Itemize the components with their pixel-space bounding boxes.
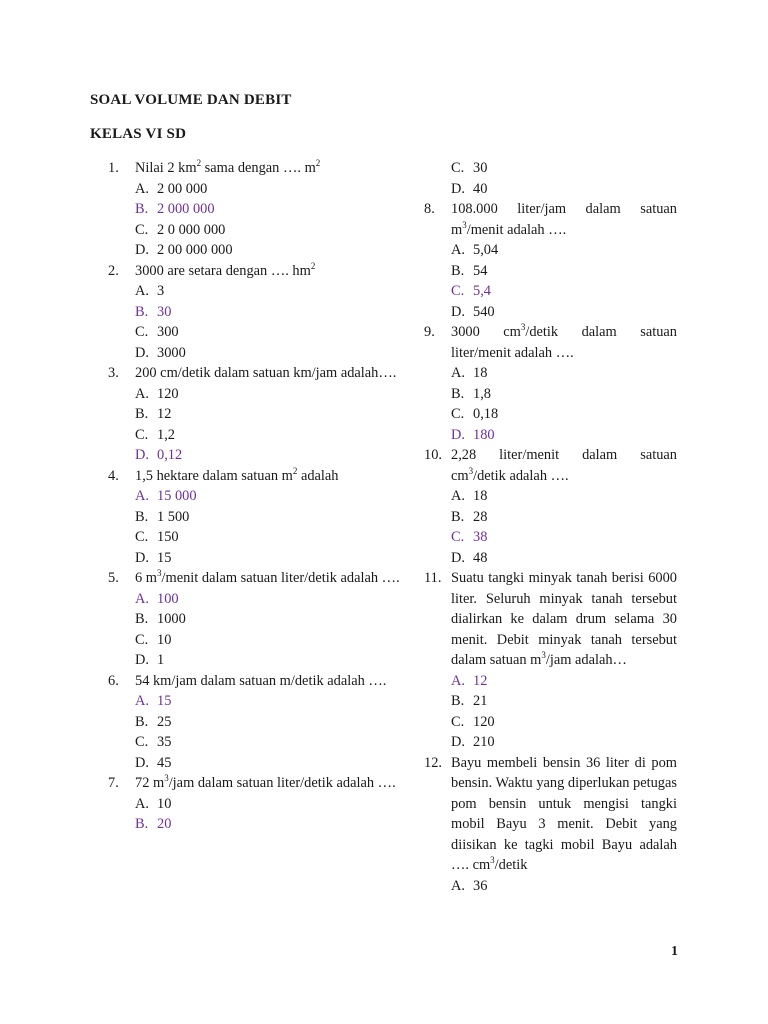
question-item	[108, 466, 408, 487]
option-value: 300	[157, 324, 179, 340]
option-value: 54	[473, 262, 488, 279]
option-letter: D.	[451, 426, 465, 443]
option-letter: D.	[451, 734, 465, 750]
question-number: 4.	[108, 467, 119, 484]
option-letter: A.	[135, 488, 149, 504]
question-text-sup: 3	[468, 465, 474, 476]
left-column	[108, 158, 408, 835]
option-letter: D.	[451, 180, 465, 197]
option-letter: A.	[135, 693, 149, 709]
question-text-pre: 3000 cm	[451, 324, 521, 340]
question-text-sup: 2	[292, 465, 298, 476]
option-letter: B.	[451, 508, 465, 525]
option-value: 40	[473, 180, 488, 197]
option-letter: A.	[135, 180, 149, 197]
option-value: 15 000	[157, 488, 197, 504]
answer-option	[424, 158, 677, 179]
answer-option-correct	[108, 691, 408, 712]
option-letter: D.	[135, 242, 149, 258]
option-letter: B.	[135, 611, 149, 627]
option-value: 25	[157, 713, 172, 730]
option-value: 48	[473, 549, 488, 566]
question-item	[108, 261, 408, 282]
option-letter: C.	[451, 406, 465, 422]
option-letter: C.	[135, 529, 149, 545]
option-letter: D.	[135, 754, 149, 771]
document-title: SOAL VOLUME DAN DEBIT	[90, 92, 292, 108]
question-text	[135, 773, 408, 794]
question-item	[424, 753, 677, 876]
question-text-post: /menit adalah ….	[466, 221, 567, 238]
question-text	[135, 466, 408, 487]
question-number: 10.	[424, 447, 442, 463]
question-text	[451, 753, 677, 876]
option-value: 100	[157, 590, 179, 607]
option-letter: B.	[135, 508, 149, 525]
question-text-pre: Nilai 2 km	[135, 160, 197, 176]
option-value: 21	[473, 693, 488, 709]
answer-option	[424, 363, 677, 384]
option-letter: C.	[451, 713, 465, 730]
question-text-post: /detik	[494, 857, 528, 873]
question-item	[108, 568, 408, 589]
answer-option	[108, 404, 408, 425]
answer-option	[108, 712, 408, 733]
answer-option	[424, 261, 677, 282]
option-letter: C.	[135, 221, 149, 238]
option-value: 0,18	[473, 406, 499, 422]
option-value: 0,12	[157, 447, 183, 463]
answer-option	[424, 179, 677, 200]
option-value: 2 00 000 000	[157, 242, 233, 258]
option-letter: A.	[135, 795, 149, 812]
answer-option	[108, 281, 408, 302]
question-text-sup2: 2	[315, 158, 321, 168]
question-item	[108, 671, 408, 692]
question-text-pre: 72 m	[135, 775, 165, 791]
question-text-pre: Suatu tangki minyak tanah berisi 6000 liter. Seluruh minyak tanah tersebut dialirkan ke dalam drum selama 30 menit. Debit minyak tanah tersebut dalam satuan m	[451, 570, 677, 668]
question-text-post: /detik dalam satuan liter/menit adalah ….	[451, 324, 677, 361]
answer-option-correct	[108, 199, 408, 220]
option-value: 20	[157, 816, 172, 832]
option-value: 15	[157, 549, 172, 566]
answer-option	[424, 732, 677, 753]
answer-option	[108, 753, 408, 774]
question-number: 8.	[424, 201, 435, 217]
option-value: 45	[157, 754, 172, 771]
option-letter: D.	[135, 652, 149, 668]
answer-option-correct	[108, 302, 408, 323]
option-value: 12	[157, 406, 172, 422]
question-text-post: /jam dalam satuan liter/detik adalah ….	[168, 775, 396, 791]
question-text	[135, 363, 408, 384]
answer-option	[424, 876, 677, 897]
option-letter: A.	[451, 488, 465, 504]
option-letter: A.	[451, 672, 465, 689]
question-text-pre: 54 km/jam dalam satuan m/detik adalah ….	[135, 672, 387, 689]
question-number: 11.	[424, 570, 442, 586]
answer-option-correct	[424, 527, 677, 548]
question-number: 1.	[108, 160, 119, 176]
question-text-sup: 2	[196, 158, 202, 168]
answer-option-correct	[424, 281, 677, 302]
question-number: 2.	[108, 262, 119, 279]
option-letter: B.	[451, 693, 465, 709]
option-value: 1	[157, 652, 165, 668]
option-value: 1,2	[157, 426, 175, 443]
option-letter: A.	[451, 877, 465, 894]
answer-option	[424, 384, 677, 405]
question-text-pre: 1,5 hektare dalam satuan m	[135, 467, 293, 484]
question-text	[135, 671, 408, 692]
answer-option	[108, 548, 408, 569]
question-item	[424, 568, 677, 671]
question-text	[451, 568, 677, 671]
answer-option	[108, 732, 408, 753]
option-letter: D.	[451, 549, 465, 566]
option-letter: D.	[135, 549, 149, 566]
question-text	[451, 445, 677, 486]
option-value: 2 00 000	[157, 180, 208, 197]
option-value: 210	[473, 734, 495, 750]
question-text-sup: 3	[490, 855, 495, 865]
option-value: 1,8	[473, 385, 491, 402]
answer-option	[108, 322, 408, 343]
option-value: 28	[473, 508, 488, 525]
answer-option	[424, 507, 677, 528]
option-value: 35	[157, 734, 172, 750]
question-text	[135, 158, 408, 179]
answer-option	[108, 630, 408, 651]
answer-option	[108, 527, 408, 548]
question-text-sup: 3	[157, 568, 162, 578]
option-value: 5,4	[473, 283, 491, 299]
option-value: 38	[473, 529, 488, 545]
option-letter: C.	[451, 283, 465, 299]
question-text-post: /detik adalah ….	[473, 467, 569, 484]
option-letter: C.	[135, 631, 149, 648]
option-value: 12	[473, 672, 488, 689]
option-value: 18	[473, 488, 488, 504]
question-text-pre: 6 m	[135, 570, 157, 586]
right-column	[424, 158, 677, 896]
option-letter: C.	[135, 324, 149, 340]
option-value: 2 000 000	[157, 201, 215, 217]
answer-option	[108, 650, 408, 671]
question-text-pre: 2,28 liter/menit dalam satuan cm	[451, 447, 677, 484]
option-letter: A.	[135, 385, 149, 402]
question-number: 5.	[108, 570, 119, 586]
question-number: 12.	[424, 754, 442, 771]
answer-option	[108, 609, 408, 630]
option-letter: A.	[135, 283, 149, 299]
question-text-post: sama dengan …. m	[201, 160, 316, 176]
option-value: 150	[157, 529, 179, 545]
option-value: 30	[473, 160, 488, 176]
option-value: 30	[157, 303, 172, 320]
option-letter: D.	[135, 344, 149, 361]
option-letter: B.	[135, 713, 149, 730]
question-item	[424, 322, 677, 363]
option-letter: A.	[451, 365, 465, 381]
option-letter: B.	[135, 816, 149, 832]
question-number: 7.	[108, 775, 119, 791]
option-value: 3000	[157, 344, 186, 361]
question-text	[135, 261, 408, 282]
option-value: 3	[157, 283, 165, 299]
question-number: 3.	[108, 365, 119, 381]
question-text	[451, 322, 677, 363]
option-letter: A.	[451, 242, 465, 258]
question-text-post: /jam adalah…	[545, 652, 627, 668]
answer-option	[424, 691, 677, 712]
option-value: 180	[473, 426, 495, 443]
answer-option	[424, 240, 677, 261]
answer-option-correct	[108, 589, 408, 610]
question-text-sup: 3	[541, 650, 546, 660]
question-text	[451, 199, 677, 240]
question-text-pre: 108.000 liter/jam dalam satuan m	[451, 201, 677, 238]
option-value: 1 500	[157, 508, 190, 525]
question-item	[108, 773, 408, 794]
document-subtitle: KELAS VI SD	[90, 126, 187, 142]
question-text-sup: 2	[310, 260, 316, 271]
question-item	[108, 158, 408, 179]
question-text-sup: 3	[520, 322, 526, 332]
question-number: 6.	[108, 672, 119, 689]
answer-option	[424, 548, 677, 569]
answer-option	[108, 384, 408, 405]
option-value: 540	[473, 303, 495, 320]
question-text-sup: 3	[164, 773, 169, 783]
question-text-pre: 3000 are setara dengan …. hm	[135, 262, 311, 279]
answer-option-correct	[108, 486, 408, 507]
option-value: 2 0 000 000	[157, 221, 226, 238]
question-text-sup: 3	[462, 219, 467, 230]
answer-option	[424, 712, 677, 733]
option-value: 120	[157, 385, 179, 402]
option-value: 10	[157, 795, 172, 812]
answer-option	[108, 220, 408, 241]
question-text-post: /menit dalam satuan liter/detik adalah ….	[161, 570, 400, 586]
option-value: 15	[157, 693, 172, 709]
option-letter: B.	[135, 201, 149, 217]
answer-option	[108, 179, 408, 200]
option-value: 1000	[157, 611, 186, 627]
question-text-pre: Bayu membeli bensin 36 liter di pom bensin. Waktu yang diperlukan petugas pom bensin untuk mengisi tangki mobil Bayu 3 menit. Debit yang diisikan ke tagki mobil Bayu adalah …. cm	[451, 754, 677, 873]
answer-option-correct	[108, 445, 408, 466]
option-letter: B.	[451, 385, 465, 402]
question-item	[424, 445, 677, 486]
option-value: 120	[473, 713, 495, 730]
question-text-post: adalah	[297, 467, 339, 484]
answer-option	[108, 343, 408, 364]
question-item	[424, 199, 677, 240]
answer-option	[108, 794, 408, 815]
option-letter: C.	[451, 160, 465, 176]
answer-option	[424, 486, 677, 507]
answer-option	[424, 302, 677, 323]
answer-option-correct	[424, 671, 677, 692]
option-letter: C.	[135, 734, 149, 750]
page-number: 1	[671, 944, 678, 959]
question-item	[108, 363, 408, 384]
question-text	[135, 568, 408, 589]
answer-option-correct	[108, 814, 408, 835]
answer-option	[108, 240, 408, 261]
option-letter: C.	[135, 426, 149, 443]
option-letter: B.	[135, 406, 149, 422]
option-letter: D.	[135, 447, 149, 463]
question-number: 9.	[424, 324, 435, 340]
answer-option	[108, 425, 408, 446]
option-letter: A.	[135, 590, 149, 607]
option-value: 5,04	[473, 242, 499, 258]
option-value: 36	[473, 877, 488, 894]
answer-option-correct	[424, 425, 677, 446]
question-text-pre: 200 cm/detik dalam satuan km/jam adalah….	[135, 365, 397, 381]
option-value: 18	[473, 365, 488, 381]
answer-option	[424, 404, 677, 425]
answer-option	[108, 507, 408, 528]
option-letter: D.	[451, 303, 465, 320]
option-value: 10	[157, 631, 172, 648]
option-letter: C.	[451, 529, 465, 545]
option-letter: B.	[135, 303, 149, 320]
option-letter: B.	[451, 262, 465, 279]
